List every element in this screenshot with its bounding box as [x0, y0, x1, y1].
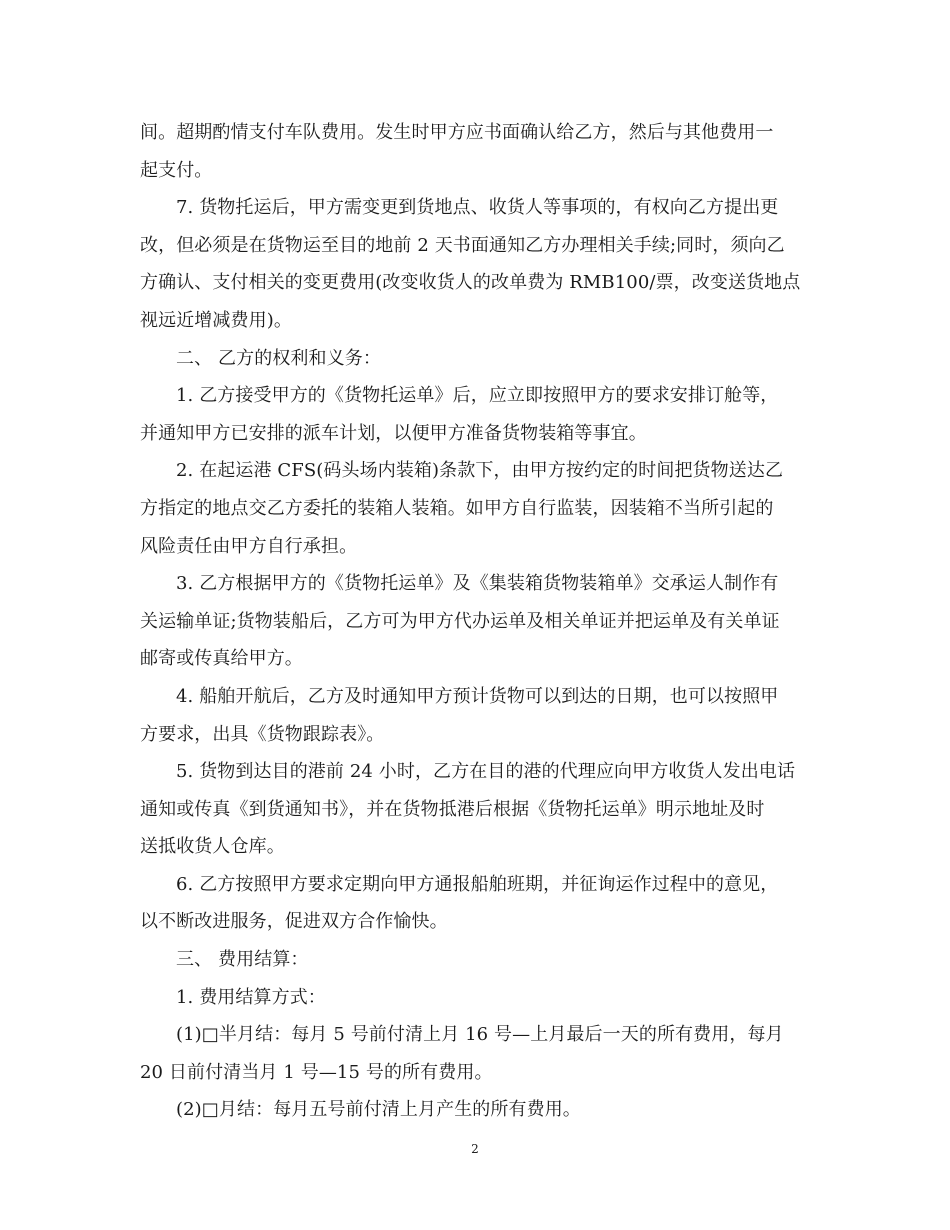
text-line: 邮寄或传真给甲方。 [140, 648, 303, 670]
page-number: 2 [471, 1142, 479, 1156]
text-line: (2)□月结：每月五号前付清上月产生的所有费用。 [176, 1099, 581, 1121]
text-line: (1)□半月结：每月 5 号前付清上月 16 号—上月最后一天的所有费用，每月 [176, 1024, 784, 1046]
text-line: 关运输单证;货物装船后，乙方可为甲方代办运单及相关单证并把运单及有关单证 [140, 610, 780, 632]
text-line: 三、 费用结算： [176, 949, 309, 971]
text-line: 2. 在起运港 CFS(码头场内装箱)条款下，由甲方按约定的时间把货物送达乙 [176, 460, 784, 482]
text-line: 7. 货物托运后，甲方需变更到货地点、收货人等事项的，有权向乙方提出更 [176, 197, 779, 219]
text-line: 1. 费用结算方式： [176, 986, 326, 1008]
text-line: 视远近增减费用)。 [140, 309, 292, 331]
text-line: 并通知甲方已安排的派车计划，以便甲方准备货物装箱等事宜。 [140, 422, 647, 444]
text-line: 20 日前付清当月 1 号—15 号的所有费用。 [140, 1061, 493, 1083]
text-line: 6. 乙方按照甲方要求定期向甲方通报船舶班期，并征询运作过程中的意见， [176, 873, 779, 895]
text-line: 间。超期酌情支付车队费用。发生时甲方应书面确认给乙方，然后与其他费用一 [140, 122, 774, 143]
text-line: 二、 乙方的权利和义务： [176, 347, 381, 369]
text-line: 风险责任由甲方自行承担。 [140, 535, 358, 557]
text-line: 改，但必须是在货物运至目的地前 2 天书面通知乙方办理相关手续;同时，须向乙 [140, 234, 785, 256]
text-line: 送抵收货人仓库。 [140, 836, 285, 858]
text-line: 方要求，出具《货物跟踪表》。 [140, 723, 385, 745]
text-line: 方确认、支付相关的变更费用(改变收货人的改单费为 RMB100/票，改变送货地点 [140, 272, 801, 294]
document-body [140, 114, 830, 1129]
text-line: 4. 船舶开航后，乙方及时通知甲方预计货物可以到达的日期，也可以按照甲 [176, 685, 779, 707]
text-line: 通知或传真《到货通知书》，并在货物抵港后根据《货物托运单》明示地址及时 [140, 798, 765, 820]
text-line: 5. 货物到达目的港前 24 小时，乙方在目的港的代理应向甲方收货人发出电话 [176, 761, 796, 783]
text-line: 以不断改进服务，促进双方合作愉快。 [140, 911, 448, 933]
text-line: 方指定的地点交乙方委托的装箱人装箱。如甲方自行监装，因装箱不当所引起的 [140, 497, 774, 519]
text-line: 1. 乙方接受甲方的《货物托运单》后，应立即按照甲方的要求安排订舱等， [176, 385, 779, 407]
text-line: 起支付。 [140, 159, 213, 181]
text-line: 3. 乙方根据甲方的《货物托运单》及《集装箱货物装箱单》交承运人制作有 [176, 573, 779, 595]
